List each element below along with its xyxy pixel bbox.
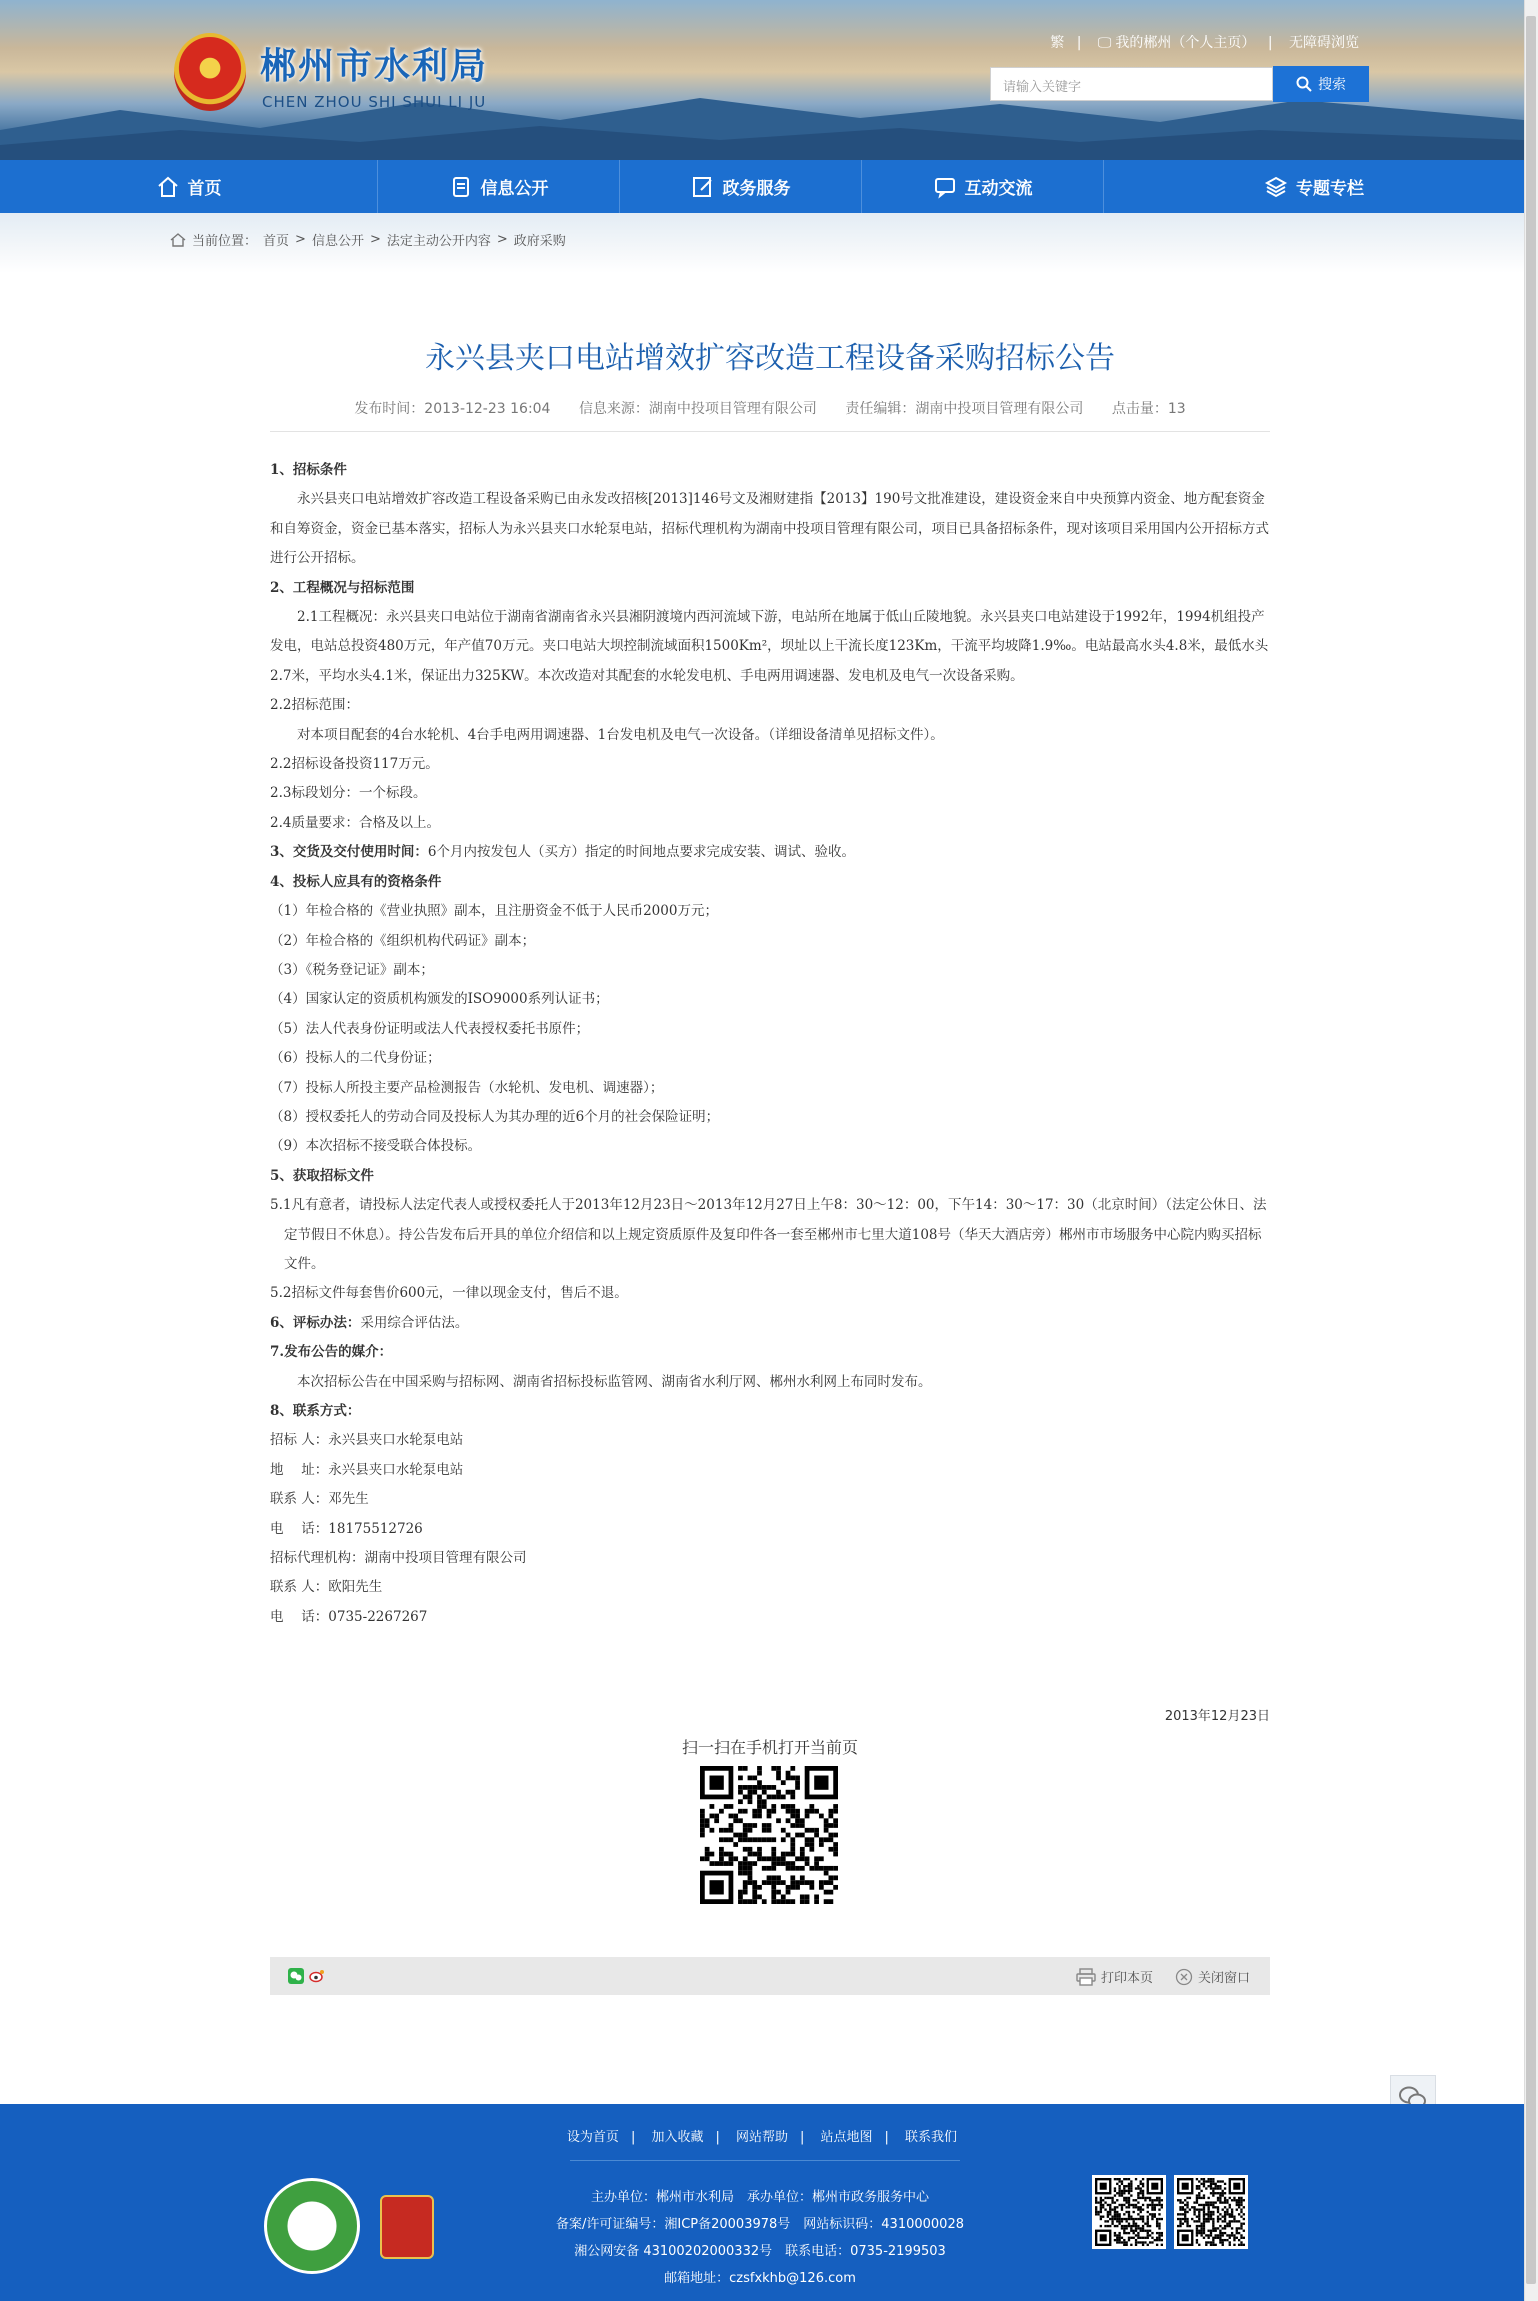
article-paragraph: 8、联系方式： bbox=[270, 1403, 361, 1419]
contact-link[interactable]: 联系我们 bbox=[905, 2130, 958, 2145]
breadcrumb-legal-content[interactable]: 法定主动公开内容 bbox=[386, 234, 491, 249]
article-date: 2013年12月23日 bbox=[1164, 1709, 1270, 1724]
nav-topics[interactable] bbox=[1104, 160, 1524, 213]
article-paragraph: （6）投标人的二代身份证； bbox=[270, 1050, 441, 1067]
page-qr-code bbox=[700, 1766, 838, 1904]
article-paragraph: 2.2招标范围： bbox=[270, 697, 359, 714]
breadcrumb-sep: > bbox=[496, 232, 508, 247]
article-paragraph: 4、投标人应具有的资格条件 bbox=[270, 873, 442, 890]
footer-info bbox=[460, 2184, 1060, 2292]
search-input[interactable]: 请输入关键字 bbox=[990, 67, 1273, 101]
home-icon bbox=[156, 175, 180, 199]
article-paragraph: 对本项目配套的4台水轮机、4台手电两用调速器、1台发电机及电气一次设备。（详细设备清单见招标文件）。 bbox=[297, 726, 944, 743]
article-paragraph: （9）本次招标不接受联合体投标。 bbox=[270, 1138, 482, 1155]
nav-home[interactable] bbox=[0, 160, 378, 213]
article-meta bbox=[270, 398, 1270, 418]
chat-icon bbox=[933, 175, 957, 199]
article-paragraph: （1）年检合格的《营业执照》副本，且注册资金不低于人民币2000万元； bbox=[270, 903, 718, 920]
footer-qr-code-2 bbox=[1174, 2175, 1248, 2249]
article-paragraph: 永兴县夹口电站增效扩容改造工程设备采购已由永发改招核[2013]146号文及湘财建指【2013】190号文批准建设，建设资金来自中央预算内资金、地方配套资金和自筹资金，资金已基本落实，招标人为永兴县夹口水轮泵电站，招标代理机构为湖南中投项目管理有限公司，项目已具备招标条件，现对该项目采用国内公开招标方式进行公开招标。 bbox=[270, 491, 1269, 567]
scrollbar-thumb[interactable] bbox=[1526, 16, 1536, 2284]
footer-divider bbox=[570, 2160, 960, 2161]
accessibility-link[interactable]: 无障碍浏览 bbox=[1289, 35, 1359, 51]
article-paragraph: 电 话：0735-2267267 bbox=[270, 1608, 428, 1625]
article-paragraph: 联系 人：邓先生 bbox=[270, 1491, 369, 1508]
footer-organizer: 主办单位：郴州市水利局 承办单位：郴州市政务服务中心 bbox=[590, 2190, 929, 2205]
info-source: 信息来源：湖南中投项目管理有限公司 bbox=[578, 401, 817, 417]
breadcrumb-procurement[interactable]: 政府采购 bbox=[513, 234, 566, 249]
article-paragraph bbox=[270, 838, 1270, 867]
footer-links: 设为首页 | 加入收藏 | 网站帮助 | 站点地图 | 联系我们 bbox=[566, 2130, 958, 2145]
national-emblem-icon bbox=[174, 33, 246, 111]
search-button-label: 搜索 bbox=[1318, 77, 1346, 93]
footer-qr-code-1 bbox=[1092, 2175, 1166, 2249]
article-paragraph: 招标代理机构：湖南中投项目管理有限公司 bbox=[270, 1550, 527, 1567]
close-icon bbox=[1175, 1968, 1193, 1986]
site-footer bbox=[0, 2104, 1524, 2301]
paragraph-text: 采用综合评估法。 bbox=[360, 1314, 469, 1331]
nav-topics-label: 专题专栏 bbox=[1296, 179, 1364, 199]
edit-icon bbox=[691, 175, 715, 199]
article-paragraph: （7）投标人所投主要产品检测报告（水轮机、发电机、调速器）； bbox=[270, 1079, 664, 1096]
breadcrumb-info-public[interactable]: 信息公开 bbox=[311, 234, 364, 249]
nav-interaction-label: 互动交流 bbox=[964, 179, 1033, 199]
monitor-icon: 🖵 bbox=[1097, 35, 1112, 51]
nav-interaction[interactable] bbox=[862, 160, 1104, 213]
paragraph-text: 6个月内按发包人（买方）指定的时间地点要求完成安装、调试、验收。 bbox=[427, 844, 855, 861]
document-icon bbox=[449, 175, 473, 199]
main-nav bbox=[0, 160, 1524, 213]
editor: 责任编辑：湖南中投项目管理有限公司 bbox=[845, 401, 1084, 417]
site-header bbox=[0, 0, 1524, 160]
article-paragraph: 电 话：18175512726 bbox=[270, 1520, 423, 1537]
article-paragraph: （2）年检合格的《组织机构代码证》副本； bbox=[270, 932, 536, 949]
nav-gov-service-label: 政务服务 bbox=[722, 179, 791, 199]
article-paragraph: 联系 人：欧阳先生 bbox=[270, 1579, 383, 1596]
article-paragraph: 地 址：永兴县夹口水轮泵电站 bbox=[270, 1461, 464, 1478]
breadcrumb-prefix: 当前位置： bbox=[192, 234, 258, 249]
article-paragraph: 2、工程概况与招标范围 bbox=[270, 579, 415, 596]
divider bbox=[270, 431, 1270, 432]
print-page-button[interactable] bbox=[1076, 1967, 1153, 1986]
add-favorite-link[interactable]: 加入收藏 bbox=[651, 2130, 704, 2145]
article-body bbox=[270, 456, 1270, 1632]
site-title: 郴州市水利局 bbox=[260, 46, 489, 87]
footer-police-record: 湘公网安备 43100202000332号 联系电话：0735-2199503 bbox=[574, 2244, 946, 2259]
article-paragraph: 2.4质量要求：合格及以上。 bbox=[270, 814, 440, 831]
article-paragraph: 1、招标条件 bbox=[270, 462, 347, 478]
site-subtitle: CHEN ZHOU SHI SHUI LI JU bbox=[262, 93, 487, 111]
printer-icon bbox=[1076, 1968, 1096, 1986]
sitemap-link[interactable]: 站点地图 bbox=[820, 2130, 873, 2145]
article-paragraph: （3）《税务登记证》副本； bbox=[270, 961, 434, 978]
nav-info-public[interactable] bbox=[378, 160, 620, 213]
article-paragraph: 7.发布公告的媒介： bbox=[270, 1344, 393, 1361]
civilized-city-badge-icon[interactable] bbox=[264, 2178, 360, 2274]
footer-email: 邮箱地址：czsfxkhb@126.com bbox=[664, 2271, 856, 2286]
paragraph-heading: 6、评标办法： bbox=[270, 1314, 361, 1331]
set-homepage-link[interactable]: 设为首页 bbox=[566, 2130, 619, 2145]
article-paragraph: 5、获取招标文件 bbox=[270, 1167, 374, 1184]
close-window-button[interactable] bbox=[1175, 1967, 1250, 1986]
nav-home-label: 首页 bbox=[187, 179, 222, 199]
qr-label: 扫一扫在手机打开当前页 bbox=[681, 1738, 858, 1757]
close-label: 关闭窗口 bbox=[1197, 1971, 1250, 1986]
article-paragraph: 2.3标段划分：一个标段。 bbox=[270, 785, 427, 802]
nav-info-public-label: 信息公开 bbox=[480, 179, 549, 199]
share-bar bbox=[270, 1957, 1270, 1995]
breadcrumb-home[interactable]: 首页 bbox=[263, 234, 290, 249]
article-paragraph: 招标 人：永兴县夹口水轮泵电站 bbox=[270, 1432, 464, 1449]
nav-gov-service[interactable] bbox=[620, 160, 862, 213]
article-paragraph: 5.1凡有意者，请投标人法定代表人或授权委托人于2013年12月23日～2013年12月27日上午8：30～12：00，下午14：30～17：30（北京时间）（法定公休日、法定节假日不休息）。持公告发布后开具的单位介绍信和以上规定资质原件及复印件各一套至郴州市七里大道108号（华天大酒店旁）郴州市市场服务中心院内购买招标文件。 bbox=[270, 1197, 1267, 1272]
article-title: 永兴县夹口电站增效扩容改造工程设备采购招标公告 bbox=[425, 341, 1115, 376]
article-paragraph: （8）授权委托人的劳动合同及投标人为其办理的近6个月的社会保险证明； bbox=[270, 1108, 720, 1125]
article-paragraph: 2.1工程概况：永兴县夹口电站位于湖南省湖南省永兴县湘阴渡境内西河流域下游，电站所在地属于低山丘陵地貌。永兴县夹口电站建设于1992年，1994机组投产发电，电站总投资480万元，年产值70万元。夹口电站大坝控制流域面积1500Km²，坝址以上干流长度123Km，干流平均坡降1.9‰。电站最高水头4.8米，最低水头2.7米，平均水头4.1米，保证出力325KW。本次改造对其配套的水轮发电机、手电两用调速器、发电机及电气一次设备采购。 bbox=[270, 609, 1269, 684]
publish-time: 发布时间：2013-12-23 16:04 bbox=[354, 401, 551, 417]
party-gov-badge-icon[interactable] bbox=[380, 2195, 434, 2259]
my-chenzhou-link[interactable]: 我的郴州（个人主页） bbox=[1115, 35, 1256, 51]
hit-count: 点击量：13 bbox=[1111, 401, 1186, 417]
paragraph-heading: 3、交货及交付使用时间： bbox=[270, 844, 428, 861]
breadcrumb-sep: > bbox=[295, 232, 306, 247]
traditional-chinese-link[interactable]: 繁 bbox=[1050, 35, 1065, 51]
search-icon bbox=[1296, 76, 1312, 92]
print-label: 打印本页 bbox=[1100, 1971, 1153, 1986]
top-links: 繁 | 🖵 我的郴州（个人主页） | 无障碍浏览 bbox=[1050, 35, 1359, 51]
wechat-share-icon[interactable] bbox=[288, 1968, 304, 1984]
article-paragraph: 5.2招标文件每套售价600元，一律以现金支付，售后不退。 bbox=[270, 1285, 628, 1302]
article-paragraph: （4）国家认定的资质机构颁发的ISO9000系列认证书； bbox=[270, 991, 609, 1008]
layers-icon bbox=[1264, 175, 1288, 199]
breadcrumb bbox=[170, 230, 566, 249]
help-link[interactable]: 网站帮助 bbox=[735, 2130, 788, 2145]
article-paragraph: 本次招标公告在中国采购与招标网、湖南省招标投标监管网、湖南省水利厅网、郴州水利网上布同时发布。 bbox=[297, 1373, 932, 1390]
home-small-icon bbox=[170, 233, 186, 247]
article-paragraph: （5）法人代表身份证明或法人代表授权委托书原件； bbox=[270, 1020, 590, 1037]
article-paragraph bbox=[270, 1309, 1270, 1338]
search-button[interactable] bbox=[1273, 66, 1369, 102]
article-paragraph: 2.2招标设备投资117万元。 bbox=[270, 756, 439, 773]
weibo-share-icon[interactable] bbox=[309, 1968, 325, 1984]
footer-icp: 备案/许可证编号：湘ICP备20003978号 网站标识码：4310000028 bbox=[555, 2217, 964, 2232]
breadcrumb-sep: > bbox=[369, 232, 381, 247]
